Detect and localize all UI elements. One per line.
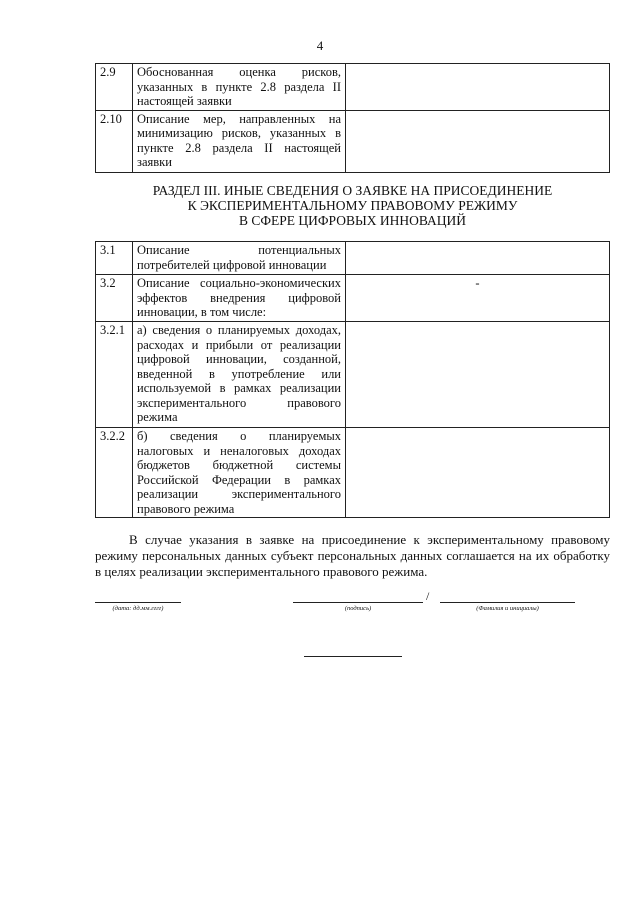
section-title-line: РАЗДЕЛ III. ИНЫЕ СВЕДЕНИЯ О ЗАЯВКЕ НА ПРИСОЕДИНЕНИЕ	[152, 183, 553, 198]
section-title-line: К ЭКСПЕРИМЕНТАЛЬНОМУ ПРАВОВОМУ РЕЖИМУ	[187, 198, 518, 213]
date-signature-field[interactable]	[95, 592, 181, 622]
row-number: 3.2	[96, 275, 133, 322]
signature-line	[293, 592, 423, 603]
row-value-field[interactable]	[346, 322, 610, 428]
table-row	[96, 110, 610, 172]
name-line	[440, 592, 575, 603]
end-of-document-rule	[304, 656, 402, 657]
row-value-field[interactable]	[346, 64, 610, 111]
table-row	[96, 428, 610, 518]
row-number: 3.1	[96, 242, 133, 275]
date-caption: (дата: дд.мм.гггг)	[112, 605, 164, 612]
other-info-table	[95, 241, 610, 518]
consent-paragraph: В случае указания в заявке на присоединение к экспериментальному правовому режиму персональных данных субъект персональных данных соглашается на их обработку в целях реализации экспериментального правового режима.	[95, 532, 610, 579]
row-value-field[interactable]	[346, 110, 610, 172]
section-title-line: В СФЕРЕ ЦИФРОВЫХ ИННОВАЦИЙ	[238, 213, 467, 228]
date-line	[95, 592, 181, 603]
section-title	[95, 183, 610, 228]
row-value-field[interactable]: -	[346, 275, 610, 322]
name-signature-field[interactable]	[440, 592, 575, 622]
row-description: а) сведения о планируемых доходах, расходах и прибыли от реализации цифровой инновации, созданной, введенной в употребление или используемой в рамках реализации экспериментального правового режима	[133, 322, 346, 428]
table-row	[96, 275, 610, 322]
row-description: Описание мер, направленных на минимизацию рисков, указанных в пункте 2.8 раздела II настоящей заявки	[133, 110, 346, 172]
table-row	[96, 242, 610, 275]
row-number: 2.9	[96, 64, 133, 111]
row-value-field[interactable]	[346, 428, 610, 518]
signature-caption: (подпись)	[344, 605, 372, 612]
table-row	[96, 64, 610, 111]
row-description: б) сведения о планируемых налоговых и неналоговых доходах бюджетов бюджетной системы Российской Федерации в рамках реализации экспериментального правового режима	[133, 428, 346, 518]
risk-table	[95, 63, 610, 173]
page-number: 4	[316, 38, 324, 53]
row-description: Обоснованная оценка рисков, указанных в пункте 2.8 раздела II настоящей заявки	[133, 64, 346, 111]
row-value-field[interactable]	[346, 242, 610, 275]
signature-separator: /	[426, 589, 430, 603]
row-number: 3.2.1	[96, 322, 133, 428]
row-description: Описание потенциальных потребителей цифровой инновации	[133, 242, 346, 275]
signature-field[interactable]	[293, 592, 423, 622]
row-number: 3.2.2	[96, 428, 133, 518]
table-row	[96, 322, 610, 428]
row-number: 2.10	[96, 110, 133, 172]
row-description: Описание социально-экономических эффектов внедрения цифровой инновации, в том числе:	[133, 275, 346, 322]
name-caption: (Фамилия и инициалы)	[476, 605, 539, 612]
